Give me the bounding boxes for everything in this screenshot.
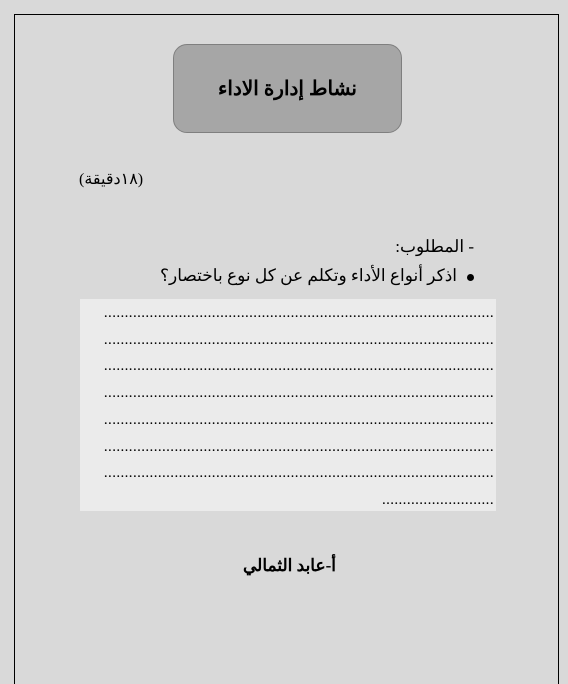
answer-line: .............................................................................................. <box>103 385 494 401</box>
author-name: أ-عابد الثمالي <box>243 556 337 575</box>
title-box <box>173 44 402 133</box>
worksheet-page <box>14 14 559 684</box>
answer-line: .............................................................................................. <box>103 439 494 455</box>
answer-line: .............................................................................................. <box>103 465 494 481</box>
duration-label: (١٨دقيقة) <box>79 171 144 188</box>
bullet-icon <box>467 274 474 281</box>
answer-line: .............................................................................................. <box>103 305 494 321</box>
answer-line: ........................... <box>381 492 494 508</box>
answer-area[interactable] <box>80 299 496 511</box>
required-label: - المطلوب: <box>395 237 474 256</box>
answer-line: .............................................................................................. <box>103 332 494 348</box>
question-item <box>160 266 474 286</box>
answer-line: .............................................................................................. <box>103 412 494 428</box>
answer-line: .............................................................................................. <box>103 358 494 374</box>
question-text: اذكر أنواع الأداء وتكلم عن كل نوع باختصار؟ <box>159 266 457 285</box>
activity-title: نشاط إدارة الاداء <box>218 78 357 100</box>
